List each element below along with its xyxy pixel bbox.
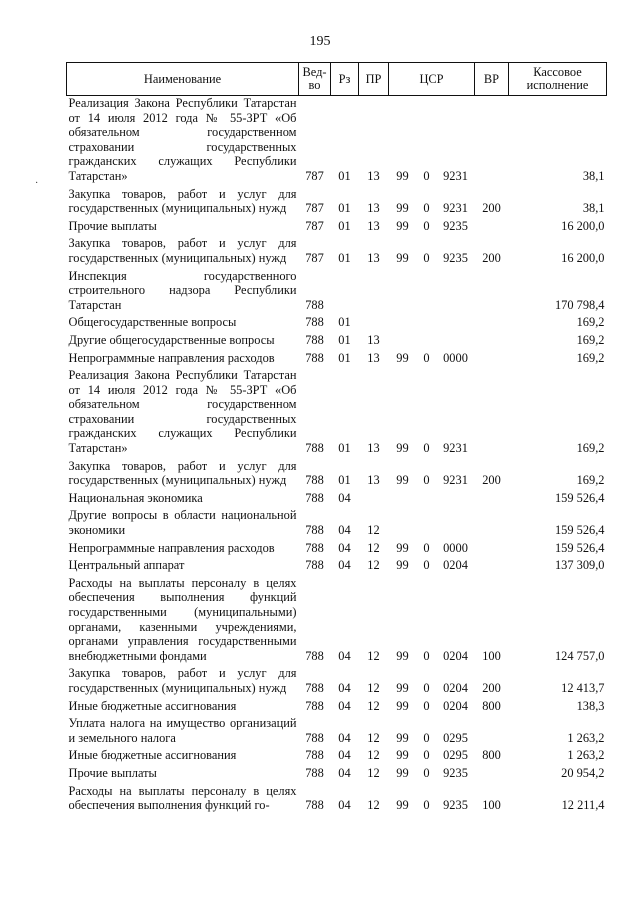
table-row <box>67 315 607 333</box>
cell-vr: 200 <box>482 680 501 695</box>
cell-rz: 01 <box>338 168 351 183</box>
cell-ved: 788 <box>305 558 324 573</box>
cell-ved: 788 <box>305 748 324 763</box>
budget-table <box>66 62 607 816</box>
cell-csr-direction: 0000 <box>443 350 468 365</box>
cell-csr-subprogram <box>417 491 437 509</box>
cell-vr <box>475 491 509 509</box>
cell-pr: 12 <box>367 680 380 695</box>
cell-csr-direction <box>437 508 475 540</box>
cell-csr-subprogram: 0 <box>423 558 430 573</box>
cell-rz: 01 <box>338 250 351 265</box>
table-row <box>67 333 607 351</box>
cell-name: Непрограммные направления расходов <box>68 350 275 365</box>
cell-name: Реализация Закона Республики Татарстан от 14 июля 2012 года № 55-ЗРТ «Об обязательном государственном страховании государственных гражданских служащих Республики Татарстан» <box>68 96 297 183</box>
cell-pr: 13 <box>367 441 380 456</box>
cell-ved: 788 <box>305 490 324 505</box>
cell-csr-program: 99 <box>396 540 409 555</box>
cell-csr-subprogram: 0 <box>423 473 430 488</box>
cell-ved: 787 <box>305 218 324 233</box>
cell-csr-direction <box>437 491 475 509</box>
cell-csr-program: 99 <box>396 350 409 365</box>
cell-rz <box>331 269 359 316</box>
cell-vr <box>475 368 509 459</box>
cell-csr-program: 99 <box>396 648 409 663</box>
cell-sum: 20 954,2 <box>561 765 605 780</box>
cell-name: Расходы на выплаты персоналу в целях обеспечения выполнения функций государственными (муниципальными) органами, казенными учреждениями, органами управления государственными внебюджетными фондами <box>68 575 297 663</box>
cell-ved: 788 <box>305 473 324 488</box>
header-rz: Рз <box>331 63 359 96</box>
header-ved: Вед- во <box>299 63 331 96</box>
cell-rz: 04 <box>338 648 351 663</box>
cell-sum: 1 263,2 <box>567 730 605 745</box>
cell-pr <box>359 269 389 316</box>
page-number: 195 <box>309 34 331 49</box>
table-header <box>67 63 607 96</box>
table-row <box>67 699 607 717</box>
cell-sum: 159 526,4 <box>554 523 605 538</box>
cell-vr <box>475 219 509 237</box>
cell-csr-subprogram: 0 <box>423 540 430 555</box>
cell-ved: 788 <box>305 297 324 312</box>
cell-pr: 13 <box>367 332 380 347</box>
cell-name: Иные бюджетные ассигнования <box>68 748 237 763</box>
cell-ved: 788 <box>305 441 324 456</box>
cell-csr-subprogram: 0 <box>423 201 430 216</box>
cell-pr: 12 <box>367 540 380 555</box>
table-row <box>67 716 607 748</box>
cell-rz: 01 <box>338 332 351 347</box>
cell-rz: 04 <box>338 698 351 713</box>
cell-csr-subprogram: 0 <box>423 350 430 365</box>
cell-ved: 787 <box>305 250 324 265</box>
cell-sum: 137 309,0 <box>554 558 605 573</box>
cell-name: Другие общегосударственные вопросы <box>68 332 275 347</box>
cell-vr: 200 <box>482 473 501 488</box>
cell-pr: 12 <box>367 748 380 763</box>
cell-sum: 169,2 <box>576 473 605 488</box>
cell-csr-program: 99 <box>396 168 409 183</box>
cell-sum: 124 757,0 <box>554 648 605 663</box>
cell-csr-program: 99 <box>396 798 409 813</box>
cell-sum: 169,2 <box>576 332 605 347</box>
cell-csr-direction: 9231 <box>443 168 468 183</box>
cell-csr-program <box>389 491 417 509</box>
header-csr: ЦСР <box>389 63 475 96</box>
cell-sum: 170 798,4 <box>554 297 605 312</box>
cell-pr: 13 <box>367 168 380 183</box>
table-body <box>67 96 607 816</box>
table-row <box>67 666 607 698</box>
cell-sum: 16 200,0 <box>561 250 605 265</box>
cell-sum: 16 200,0 <box>561 218 605 233</box>
cell-pr: 12 <box>367 558 380 573</box>
cell-ved: 788 <box>305 540 324 555</box>
cell-name: Непрограммные направления расходов <box>68 540 275 555</box>
cell-ved: 788 <box>305 730 324 745</box>
cell-csr-program: 99 <box>396 250 409 265</box>
table-row <box>67 784 607 816</box>
cell-vr <box>475 351 509 369</box>
header-name: Наименование <box>67 63 299 96</box>
cell-vr <box>475 333 509 351</box>
cell-csr-program <box>389 508 417 540</box>
cell-csr-subprogram: 0 <box>423 250 430 265</box>
cell-name: Уплата налога на имущество организаций и земельного налога <box>68 716 297 745</box>
cell-csr-subprogram <box>417 333 437 351</box>
cell-rz: 04 <box>338 490 351 505</box>
table-row <box>67 748 607 766</box>
cell-vr <box>475 558 509 576</box>
cell-csr-direction: 9235 <box>443 765 468 780</box>
cell-vr: 200 <box>482 250 501 265</box>
cell-ved: 788 <box>305 332 324 347</box>
cell-vr <box>475 541 509 559</box>
cell-csr-program: 99 <box>396 218 409 233</box>
cell-pr <box>359 315 389 333</box>
table-row <box>67 766 607 784</box>
cell-csr-direction <box>437 315 475 333</box>
cell-vr <box>475 508 509 540</box>
table-row <box>67 508 607 540</box>
cell-vr: 800 <box>482 698 501 713</box>
cell-ved: 788 <box>305 680 324 695</box>
cell-csr-direction: 0204 <box>443 680 468 695</box>
cell-sum: 169,2 <box>576 350 605 365</box>
cell-csr-subprogram: 0 <box>423 765 430 780</box>
cell-sum: 1 263,2 <box>567 748 605 763</box>
cell-csr-program: 99 <box>396 441 409 456</box>
cell-ved: 788 <box>305 648 324 663</box>
cell-ved: 787 <box>305 168 324 183</box>
cell-csr-direction: 0204 <box>443 698 468 713</box>
cell-pr: 13 <box>367 473 380 488</box>
cell-name: Инспекция государственного строительного надзора Республики Татарстан <box>68 268 297 312</box>
cell-sum: 12 211,4 <box>561 798 605 813</box>
cell-ved: 788 <box>305 523 324 538</box>
cell-csr-direction: 0000 <box>443 540 468 555</box>
cell-vr: 800 <box>482 748 501 763</box>
cell-sum: 159 526,4 <box>554 490 605 505</box>
cell-csr-subprogram: 0 <box>423 218 430 233</box>
table-row <box>67 236 607 268</box>
cell-csr-subprogram <box>417 508 437 540</box>
cell-vr <box>475 96 509 187</box>
cell-csr-direction: 9231 <box>443 473 468 488</box>
table-row <box>67 269 607 316</box>
cell-csr-subprogram <box>417 315 437 333</box>
cell-csr-program: 99 <box>396 680 409 695</box>
cell-csr-direction: 9231 <box>443 201 468 216</box>
cell-name: Прочие выплаты <box>68 218 157 233</box>
cell-sum: 12 413,7 <box>561 680 605 695</box>
cell-ved: 788 <box>305 765 324 780</box>
cell-csr-subprogram: 0 <box>423 698 430 713</box>
cell-csr-subprogram: 0 <box>423 680 430 695</box>
cell-rz: 04 <box>338 540 351 555</box>
cell-rz: 01 <box>338 350 351 365</box>
cell-ved: 788 <box>305 798 324 813</box>
cell-csr-direction: 9231 <box>443 441 468 456</box>
cell-vr <box>475 766 509 784</box>
cell-vr: 100 <box>482 648 501 663</box>
cell-csr-program: 99 <box>396 730 409 745</box>
cell-csr-subprogram: 0 <box>423 798 430 813</box>
cell-pr: 12 <box>367 698 380 713</box>
cell-rz: 01 <box>338 315 351 330</box>
cell-name: Иные бюджетные ассигнования <box>68 698 237 713</box>
cell-csr-direction <box>437 269 475 316</box>
cell-csr-subprogram: 0 <box>423 168 430 183</box>
cell-csr-program <box>389 333 417 351</box>
cell-csr-direction: 9235 <box>443 218 468 233</box>
table-row <box>67 459 607 491</box>
cell-pr: 13 <box>367 201 380 216</box>
cell-csr-program: 99 <box>396 473 409 488</box>
table-row <box>67 187 607 219</box>
cell-rz: 01 <box>338 218 351 233</box>
table-row <box>67 558 607 576</box>
cell-vr <box>475 716 509 748</box>
cell-ved: 787 <box>305 201 324 216</box>
cell-rz: 04 <box>338 748 351 763</box>
cell-sum: 159 526,4 <box>554 540 605 555</box>
cell-name: Общегосударственные вопросы <box>68 315 237 330</box>
cell-csr-direction: 9235 <box>443 798 468 813</box>
table-row <box>67 541 607 559</box>
cell-sum: 169,2 <box>576 441 605 456</box>
cell-ved: 788 <box>305 315 324 330</box>
cell-pr: 13 <box>367 350 380 365</box>
cell-name: Закупка товаров, работ и услуг для государственных (муниципальных) нужд <box>68 458 297 488</box>
cell-vr <box>475 269 509 316</box>
table-row <box>67 576 607 667</box>
table-row <box>67 368 607 459</box>
cell-csr-direction: 0295 <box>443 730 468 745</box>
cell-rz: 01 <box>338 473 351 488</box>
cell-pr: 12 <box>367 730 380 745</box>
cell-pr <box>359 491 389 509</box>
table-row <box>67 491 607 509</box>
cell-csr-program <box>389 269 417 316</box>
cell-csr-direction: 0204 <box>443 648 468 663</box>
cell-csr-program: 99 <box>396 558 409 573</box>
cell-pr: 13 <box>367 218 380 233</box>
table-row <box>67 219 607 237</box>
cell-pr: 12 <box>367 523 380 538</box>
cell-csr-program: 99 <box>396 748 409 763</box>
header-pr: ПР <box>359 63 389 96</box>
cell-csr-subprogram: 0 <box>423 748 430 763</box>
table-row <box>67 96 607 187</box>
cell-name: Прочие выплаты <box>68 765 157 780</box>
cell-csr-program: 99 <box>396 698 409 713</box>
cell-csr-program: 99 <box>396 201 409 216</box>
cell-name: Расходы на выплаты персоналу в целях обеспечения выполнения функций го- <box>68 783 297 813</box>
cell-csr-direction: 0295 <box>443 748 468 763</box>
cell-ved: 788 <box>305 350 324 365</box>
cell-rz: 04 <box>338 680 351 695</box>
cell-name: Национальная экономика <box>68 490 203 505</box>
cell-sum: 38,1 <box>582 201 605 216</box>
cell-ved: 788 <box>305 698 324 713</box>
cell-csr-subprogram: 0 <box>423 441 430 456</box>
cell-rz: 04 <box>338 730 351 745</box>
cell-pr: 12 <box>367 648 380 663</box>
cell-pr: 13 <box>367 250 380 265</box>
cell-rz: 04 <box>338 798 351 813</box>
cell-csr-program <box>389 315 417 333</box>
cell-name: Закупка товаров, работ и услуг для государственных (муниципальных) нужд <box>68 236 297 265</box>
header-sum: Кассовое исполнение <box>509 63 607 96</box>
cell-rz: 01 <box>338 201 351 216</box>
cell-csr-direction: 9235 <box>443 250 468 265</box>
cell-pr: 12 <box>367 798 380 813</box>
header-vr: ВР <box>475 63 509 96</box>
cell-name: Реализация Закона Республики Татарстан от 14 июля 2012 года № 55-ЗРТ «Об обязательном государственном страховании государственных гражданских служащих Республики Татарстан» <box>68 368 297 456</box>
cell-rz: 04 <box>338 523 351 538</box>
cell-csr-program: 99 <box>396 765 409 780</box>
cell-name: Центральный аппарат <box>68 558 185 573</box>
cell-csr-direction <box>437 333 475 351</box>
cell-pr: 12 <box>367 765 380 780</box>
cell-sum: 138,3 <box>576 698 605 713</box>
cell-csr-subprogram <box>417 269 437 316</box>
cell-name: Закупка товаров, работ и услуг для государственных (муниципальных) нужд <box>68 666 297 695</box>
cell-csr-subprogram: 0 <box>423 648 430 663</box>
cell-rz: 04 <box>338 558 351 573</box>
cell-name: Закупка товаров, работ и услуг для государственных (муниципальных) нужд <box>68 186 297 216</box>
cell-rz: 01 <box>338 441 351 456</box>
cell-sum: 169,2 <box>576 315 605 330</box>
cell-rz: 04 <box>338 765 351 780</box>
cell-vr <box>475 315 509 333</box>
cell-vr: 100 <box>482 798 501 813</box>
cell-vr: 200 <box>482 201 501 216</box>
cell-csr-direction: 0204 <box>443 558 468 573</box>
cell-sum: 38,1 <box>582 168 605 183</box>
table-row <box>67 351 607 369</box>
margin-mark: · <box>35 178 39 189</box>
cell-name: Другие вопросы в области национальной экономики <box>68 508 297 538</box>
cell-csr-subprogram: 0 <box>423 730 430 745</box>
